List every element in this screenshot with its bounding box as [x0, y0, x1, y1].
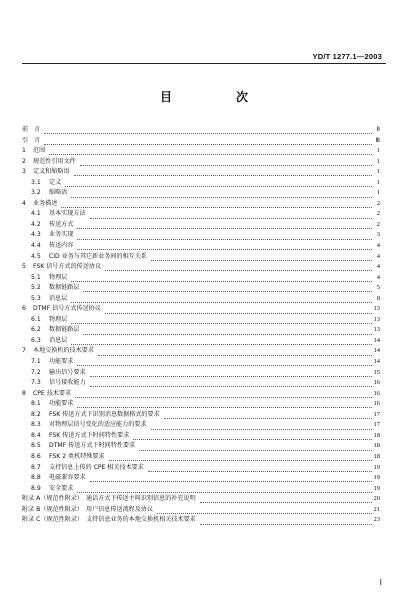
toc-entry-page: 13 — [373, 326, 380, 334]
toc-entry-title: 定义 — [49, 178, 62, 186]
toc-entry-title: 传送内容 — [49, 242, 74, 250]
dot-leader — [105, 263, 372, 271]
toc-entry[interactable] — [22, 336, 380, 347]
dot-leader — [65, 179, 372, 187]
dot-leader — [77, 358, 371, 366]
header-divider — [22, 63, 386, 64]
toc-entry-number: 5 — [22, 263, 26, 271]
dot-leader — [71, 274, 372, 282]
toc-entry-title: 数据链路层 — [49, 326, 80, 334]
toc-entry[interactable] — [22, 378, 380, 389]
toc-entry-title: DTMF 传送方式下时间特性要求 — [49, 442, 136, 450]
toc-entry[interactable] — [22, 230, 380, 241]
toc-entry-page: 14 — [373, 347, 380, 355]
toc-entry-number: 3.2 — [31, 189, 41, 197]
dot-leader — [75, 390, 371, 398]
dot-leader — [49, 147, 372, 155]
dot-leader — [83, 327, 371, 335]
toc-entry[interactable] — [22, 157, 380, 168]
toc-entry-number: 8.8 — [31, 474, 41, 482]
toc-entry-title: 传送方式 — [49, 220, 74, 228]
toc-entry-page: 3 — [376, 231, 380, 239]
table-of-contents — [22, 125, 380, 526]
toc-entry-title: 业务实现 — [49, 231, 74, 239]
toc-entry-page: 14 — [373, 336, 380, 344]
toc-entry-number: 8.7 — [31, 463, 41, 471]
toc-entry-number: 7 — [22, 347, 26, 355]
toc-entry[interactable] — [22, 325, 380, 336]
toc-entry-page: 1 — [376, 157, 380, 165]
toc-entry[interactable] — [22, 389, 380, 400]
toc-entry[interactable] — [22, 368, 380, 379]
toc-entry[interactable] — [22, 188, 380, 199]
toc-entry[interactable] — [22, 241, 380, 252]
toc-entry-title: 范围 — [33, 147, 46, 155]
toc-entry[interactable] — [22, 441, 380, 452]
toc-entry-title: 信号接收能力 — [49, 379, 86, 387]
dot-leader — [44, 126, 372, 134]
dot-leader — [133, 432, 371, 440]
toc-entry-page: 20 — [373, 495, 380, 503]
toc-entry-number: 5.1 — [31, 273, 41, 281]
toc-entry-page: 19 — [373, 463, 380, 471]
dot-leader — [105, 306, 372, 314]
dot-leader — [71, 295, 372, 303]
toc-entry-number: 8.2 — [31, 410, 41, 418]
toc-entry-page: 13 — [373, 305, 380, 313]
toc-entry-page: Ⅱ — [376, 126, 380, 133]
toc-entry-number: 6.1 — [31, 315, 41, 323]
dot-leader — [90, 211, 372, 219]
toc-entry-page: 1 — [376, 168, 380, 176]
toc-entry-number: 8.9 — [31, 484, 41, 492]
toc-entry-title: 附录 B（规范性附录） 用户信息传送流程及协议 — [22, 505, 154, 513]
toc-entry-page: 19 — [373, 474, 380, 482]
dot-leader — [77, 242, 372, 250]
toc-entry-page: 13 — [373, 315, 380, 323]
toc-entry-number: 1 — [22, 147, 26, 155]
dot-leader — [109, 453, 372, 461]
toc-entry-title: 本地交换机的技术要求 — [33, 347, 94, 355]
toc-entry-number: 6.2 — [31, 326, 41, 334]
toc-entry-page: 1 — [376, 189, 380, 197]
toc-entry[interactable] — [22, 294, 380, 305]
toc-entry[interactable] — [22, 515, 380, 526]
toc-entry-page: 8 — [376, 294, 380, 302]
toc-entry[interactable] — [22, 484, 380, 495]
dot-leader — [77, 221, 372, 229]
toc-entry-title: FSK 传送方式下时间特性要求 — [49, 431, 130, 439]
toc-entry-page: Ⅲ — [375, 136, 380, 144]
dot-leader — [61, 200, 372, 208]
toc-entry-page: 5 — [376, 284, 380, 292]
dot-leader — [90, 379, 372, 387]
toc-entry-title: 数据链路层 — [49, 284, 80, 292]
toc-entry-number: 8.6 — [31, 452, 41, 460]
dot-leader — [71, 190, 372, 198]
toc-entry-page: 4 — [376, 263, 380, 271]
toc-entry[interactable] — [22, 125, 380, 136]
toc-entry-page: 14 — [373, 358, 380, 366]
toc-entry-title: CID 业务与其它新业务间的相互关系 — [49, 252, 147, 260]
dot-leader — [80, 158, 372, 166]
toc-entry-title: 物理层 — [49, 273, 68, 281]
toc-entry[interactable] — [22, 473, 380, 484]
toc-entry-number: 5.3 — [31, 294, 41, 302]
toc-entry-title: 缩略语 — [49, 189, 68, 197]
toc-entry-number: 8.5 — [31, 442, 41, 450]
toc-entry-title: 定义和缩略语 — [33, 168, 70, 176]
toc-entry-page: 17 — [373, 421, 380, 429]
toc-entry-title: 功能要求 — [49, 400, 74, 408]
toc-entry-number: 4.3 — [31, 231, 41, 239]
toc-entry-number: 7.3 — [31, 379, 41, 387]
toc-entry-title: FSK 传送方式下识别消息数据格式的要求 — [49, 410, 160, 418]
toc-entry[interactable] — [22, 209, 380, 220]
toc-entry-page: 16 — [373, 379, 380, 387]
dot-leader — [74, 168, 372, 176]
toc-entry-page: 2 — [376, 199, 380, 207]
toc-entry-title: FSK 信号方式的传送协议 — [33, 263, 102, 271]
dot-leader — [71, 316, 371, 324]
toc-entry[interactable] — [22, 346, 380, 357]
toc-entry-title: 对物理层信号变化的适应能力的要求 — [49, 421, 147, 429]
toc-entry[interactable] — [22, 136, 380, 147]
dot-leader — [77, 485, 371, 493]
dot-leader — [98, 348, 372, 356]
toc-entry[interactable] — [22, 178, 380, 189]
page-number: Ⅰ — [379, 578, 382, 587]
document-code: YD/T 1277.1—2003 — [312, 52, 382, 61]
dot-leader — [71, 337, 371, 345]
toc-entry-page: 4 — [376, 273, 380, 281]
toc-entry-page: 18 — [373, 452, 380, 460]
toc-entry-number: 8.4 — [31, 431, 41, 439]
toc-entry-number: 6.3 — [31, 336, 41, 344]
toc-entry-number: 3.1 — [31, 178, 41, 186]
toc-entry-number: 6 — [22, 305, 26, 313]
toc-entry-title: CPE 技术要求 — [33, 389, 72, 397]
dot-leader — [90, 369, 372, 377]
toc-entry[interactable] — [22, 420, 380, 431]
dot-leader — [164, 411, 372, 419]
dot-leader — [157, 506, 371, 514]
toc-entry[interactable] — [22, 273, 380, 284]
toc-entry-number: 8.1 — [31, 400, 41, 408]
toc-entry-title: 规范性引用文件 — [33, 157, 76, 165]
toc-entry-title: 消息层 — [49, 294, 68, 302]
toc-entry-page: 2 — [376, 210, 380, 218]
dot-leader — [200, 517, 372, 525]
dot-leader — [77, 400, 371, 408]
dot-leader — [44, 137, 372, 145]
toc-entry-number: 4.2 — [31, 220, 41, 228]
toc-entry-page: 2 — [376, 220, 380, 228]
toc-entry-number: 5.2 — [31, 284, 41, 292]
dot-leader — [90, 474, 372, 482]
toc-entry-page: 18 — [373, 442, 380, 450]
toc-entry-page: 19 — [373, 484, 380, 492]
toc-entry-title: 业务描述 — [33, 199, 58, 207]
toc-entry[interactable] — [22, 262, 380, 273]
toc-entry-title: 电磁兼容要求 — [49, 474, 86, 482]
toc-entry-page: 17 — [373, 410, 380, 418]
toc-entry-page: 1 — [376, 147, 380, 155]
toc-entry-number: 4.1 — [31, 210, 41, 218]
toc-entry-number: 8 — [22, 389, 26, 397]
toc-entry-title: 附录 A（规范性附录） 通话方式下传送主叫识别信息的补充说明 — [22, 495, 196, 503]
toc-entry-title: 功能要求 — [49, 358, 74, 366]
dot-leader — [200, 495, 372, 503]
toc-entry-title: FSK 2 类机特殊要求 — [49, 452, 105, 460]
toc-entry-title: 附录 C（规范性附录） 支持信息业务的本地交换机相关技术要求 — [22, 516, 196, 524]
dot-leader — [151, 422, 372, 430]
dot-leader — [151, 253, 372, 261]
toc-entry-page: 4 — [376, 242, 380, 250]
toc-entry-number: 7.2 — [31, 368, 41, 376]
dot-leader — [77, 232, 372, 240]
toc-entry[interactable] — [22, 505, 380, 516]
toc-entry[interactable] — [22, 494, 380, 505]
toc-entry[interactable] — [22, 283, 380, 294]
toc-entry-title: 输出信号要求 — [49, 368, 86, 376]
toc-entry[interactable] — [22, 431, 380, 442]
toc-entry-page: 18 — [373, 431, 380, 439]
toc-entry-number: 3 — [22, 168, 26, 176]
toc-entry[interactable] — [22, 167, 380, 178]
toc-entry-number: 2 — [22, 157, 26, 165]
toc-entry[interactable] — [22, 357, 380, 368]
toc-entry[interactable] — [22, 252, 380, 263]
toc-entry[interactable] — [22, 304, 380, 315]
toc-entry-number: 4.4 — [31, 242, 41, 250]
toc-entry[interactable] — [22, 315, 380, 326]
toc-entry-title: 引 言 — [22, 136, 41, 144]
toc-entry[interactable] — [22, 199, 380, 210]
toc-entry[interactable] — [22, 220, 380, 231]
toc-entry-number: 4 — [22, 199, 26, 207]
toc-entry-number: 8.3 — [31, 421, 41, 429]
toc-entry[interactable] — [22, 146, 380, 157]
toc-entry-title: 安全要求 — [49, 484, 74, 492]
toc-entry-number: 7.1 — [31, 358, 41, 366]
toc-entry-title: DTMF 信号方式传送协议 — [33, 305, 101, 313]
page-title: 目 次 — [159, 90, 274, 104]
toc-entry-number: 4.5 — [31, 252, 41, 260]
dot-leader — [148, 464, 372, 472]
toc-entry[interactable] — [22, 399, 380, 410]
dot-leader — [139, 443, 371, 451]
toc-entry-page: 23 — [373, 516, 380, 524]
toc-entry-title: 基本实现方法 — [49, 210, 86, 218]
toc-entry-page: 16 — [373, 400, 380, 408]
toc-entry[interactable] — [22, 452, 380, 463]
toc-entry-page: 21 — [373, 505, 380, 513]
toc-entry-title: 前 言 — [22, 126, 41, 133]
toc-entry-page: 15 — [373, 368, 380, 376]
toc-entry-page: 4 — [376, 252, 380, 260]
toc-entry-title: 支持信息上传的 CPE 相关技术要求 — [49, 463, 144, 471]
toc-entry-title: 消息层 — [49, 336, 68, 344]
toc-entry[interactable] — [22, 410, 380, 421]
dot-leader — [83, 284, 372, 292]
toc-entry-page: 16 — [373, 389, 380, 397]
toc-entry-title: 物理层 — [49, 315, 68, 323]
toc-entry-page: 1 — [376, 178, 380, 186]
toc-entry[interactable] — [22, 463, 380, 474]
